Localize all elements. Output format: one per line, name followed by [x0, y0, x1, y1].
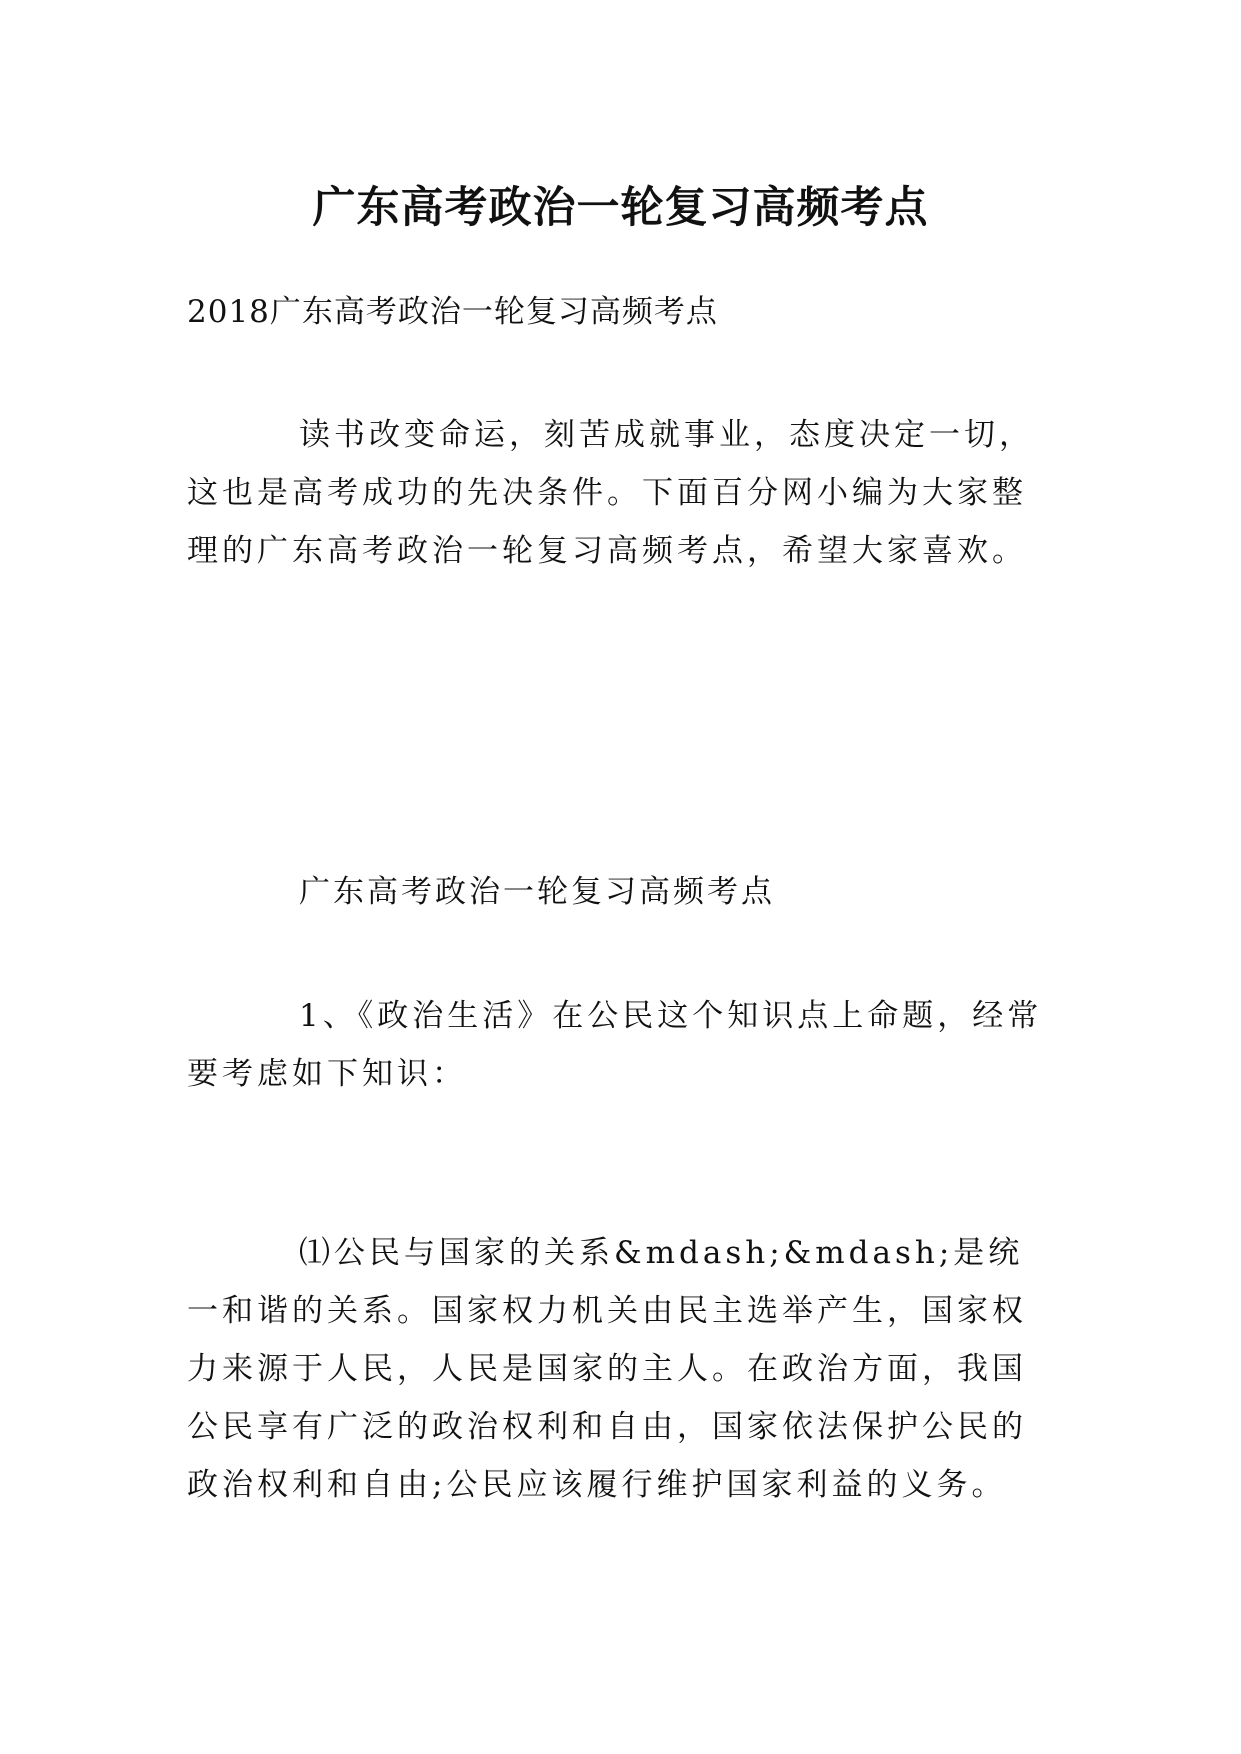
- section-heading: 广东高考政治一轮复习高频考点: [299, 874, 775, 910]
- document-title: 广东高考政治一轮复习高频考点: [312, 182, 929, 233]
- intro-paragraph: 读书改变命运，刻苦成就事业，态度决定一切，这也是高考成功的先决条件。下面百分网小编为大家整理的广东高考政治一轮复习高频考点，希望大家喜欢。: [187, 417, 1034, 569]
- document-subtitle: 2018广东高考政治一轮复习高频考点: [187, 294, 718, 330]
- point-1-paragraph: 1、《政治生活》在公民这个知识点上命题，经常要考虑如下知识：: [187, 998, 1043, 1092]
- point-1-1-paragraph: ⑴公民与国家的关系&mdash;&mdash;是统一和谐的关系。国家权力机关由民主选举产生，国家权力来源于人民，人民是国家的主人。在政治方面，我国公民享有广泛的政治权利和自由，国家依法保护公民的政治权利和自由;公民应该履行维护国家利益的义务。: [187, 1235, 1027, 1503]
